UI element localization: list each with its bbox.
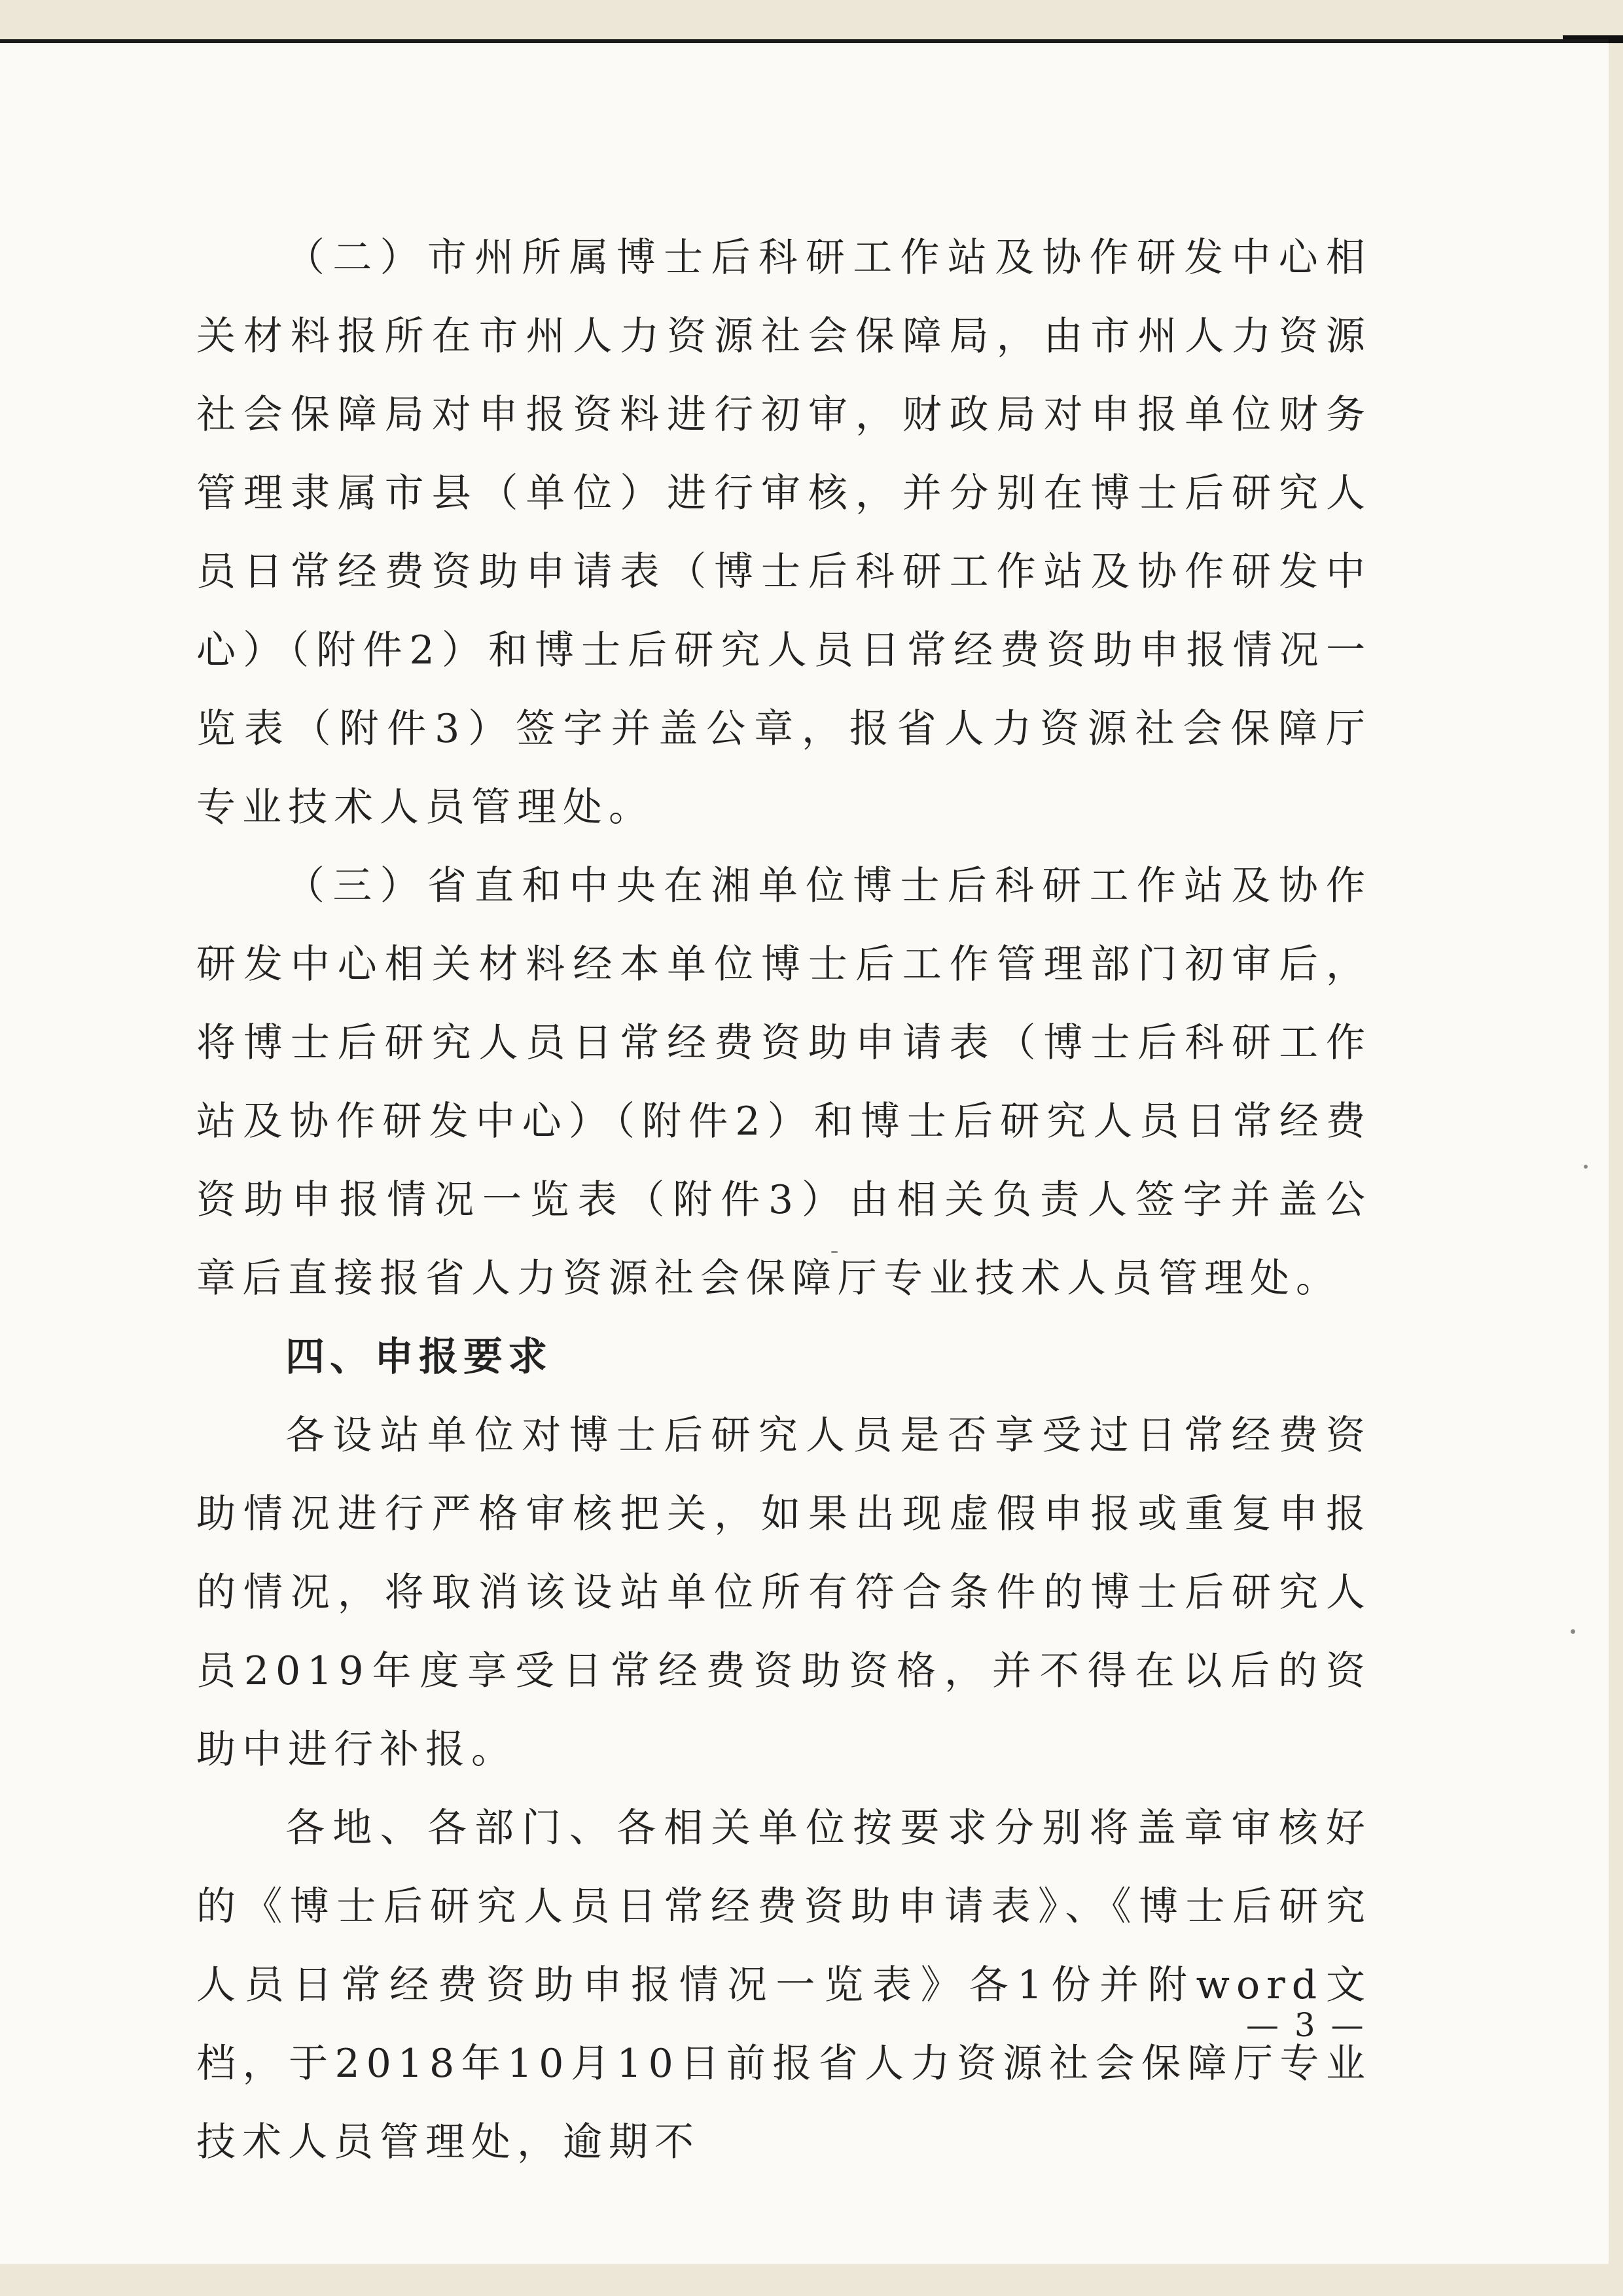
page-number: — 3 — — [1246, 2006, 1366, 2044]
scan-speck — [831, 1251, 838, 1253]
paragraph-2: （二）市州所属博士后科研工作站及协作研发中心相关材料报所在市州人力资源社会保障局，由市州人力资源社会保障局对申报资料进行初审，财政局对申报单位财务管理隶属市县（单位）进行审核，并分别在博士后研究人员日常经费资助申请表（博士后科研工作站及协作研发中心）（附件2）和博士后研究人员日常经费资助申报情况一览表（附件3）签字并盖公章，报省人力资源社会保障厅专业技术人员管理处。 — [196, 235, 1372, 830]
section-heading: 四、申报要求 — [285, 1334, 552, 1380]
document-body — [196, 219, 1372, 2181]
paragraph-3: （三）省直和中央在湘单位博士后科研工作站及协作研发中心相关材料经本单位博士后工作管理部门初审后，将博士后研究人员日常经费资助申请表（博士后科研工作站及协作研发中心）（附件2）和博士后研究人员日常经费资助申报情况一览表（附件3）由相关负责人签字并盖公章后直接报省人力资源社会保障厅专业技术人员管理处。 — [196, 863, 1372, 1301]
scan-speck — [1571, 1629, 1575, 1634]
scan-speck — [1584, 1165, 1588, 1169]
requirement-paragraph-2: 各地、各部门、各相关单位按要求分别将盖章审核好的《博士后研究人员日常经费资助申请表》、《博士后研究人员日常经费资助申报情况一览表》各1份并附word文档，于2018年10月10日前报省人力资源社会保障厅专业技术人员管理处，逾期不 — [196, 1805, 1372, 2165]
requirement-paragraph-1: 各设站单位对博士后研究人员是否享受过日常经费资助情况进行严格审核把关，如果出现虚假申报或重复申报的情况，将取消该设站单位所有符合条件的博士后研究人员2019年度享受日常经费资助资格，并不得在以后的资助中进行补报。 — [196, 1413, 1372, 1773]
